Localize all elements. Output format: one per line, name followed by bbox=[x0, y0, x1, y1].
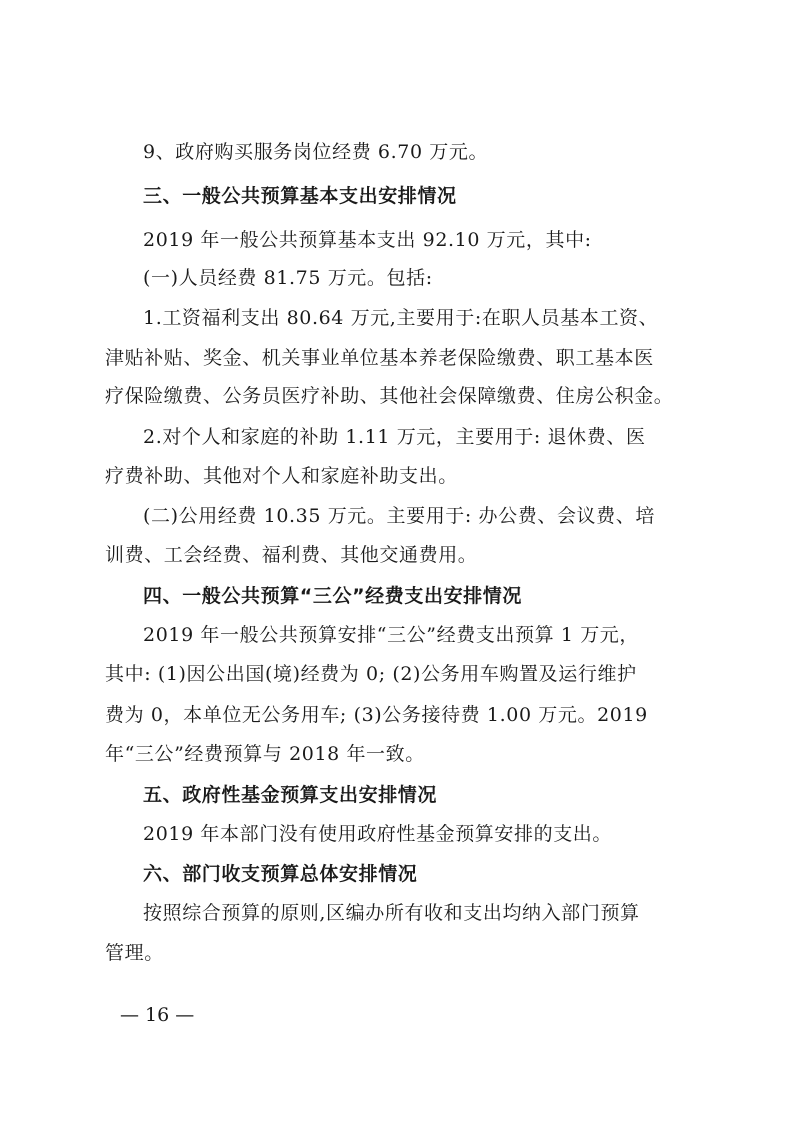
section-heading-3: 三、一般公共预算基本支出安排情况 bbox=[143, 185, 457, 207]
paragraph-line: (一)人员经费 81.75 万元。包括: bbox=[143, 267, 433, 289]
paragraph-line: 年“三公”经费预算与 2018 年一致。 bbox=[105, 743, 425, 765]
section-heading-4: 四、一般公共预算“三公”经费支出安排情况 bbox=[143, 585, 522, 607]
paragraph-line: 疗费补助、其他对个人和家庭补助支出。 bbox=[105, 465, 458, 487]
paragraph-line: 费为 0，本单位无公务用车; (3)公务接待费 1.00 万元。2019 bbox=[105, 704, 648, 726]
paragraph-line: 训费、工会经费、福利费、其他交通费用。 bbox=[105, 544, 478, 566]
paragraph-line: 按照综合预算的原则,区编办所有收和支出均纳入部门预算 bbox=[143, 902, 640, 924]
paragraph-line: 2.对个人和家庭的补助 1.11 万元，主要用于: 退休费、医 bbox=[143, 426, 646, 448]
paragraph-line: 1.工资福利支出 80.64 万元,主要用于:在职人员基本工资、 bbox=[143, 307, 659, 329]
paragraph-line: 管理。 bbox=[105, 942, 164, 964]
paragraph-line: 2019 年本部门没有使用政府性基金预算安排的支出。 bbox=[143, 823, 612, 845]
section-heading-6: 六、部门收支预算总体安排情况 bbox=[143, 863, 418, 885]
paragraph-line: 2019 年一般公共预算基本支出 92.10 万元，其中: bbox=[143, 229, 592, 251]
section-heading-5: 五、政府性基金预算支出安排情况 bbox=[143, 784, 438, 806]
paragraph-line: 2019 年一般公共预算安排“三公”经费支出预算 1 万元， bbox=[143, 624, 639, 646]
paragraph-line: 疗保险缴费、公务员医疗补助、其他社会保障缴费、住房公积金。 bbox=[105, 385, 674, 407]
paragraph-line: 9、政府购买服务岗位经费 6.70 万元。 bbox=[143, 141, 489, 163]
page-number: — 16 — bbox=[120, 1004, 195, 1026]
paragraph-line: 其中: (1)因公出国(境)经费为 0; (2)公务用车购置及运行维护 bbox=[105, 663, 637, 685]
paragraph-line: 津贴补贴、奖金、机关事业单位基本养老保险缴费、职工基本医 bbox=[105, 347, 654, 369]
paragraph-line: (二)公用经费 10.35 万元。主要用于: 办公费、会议费、培 bbox=[143, 505, 655, 527]
